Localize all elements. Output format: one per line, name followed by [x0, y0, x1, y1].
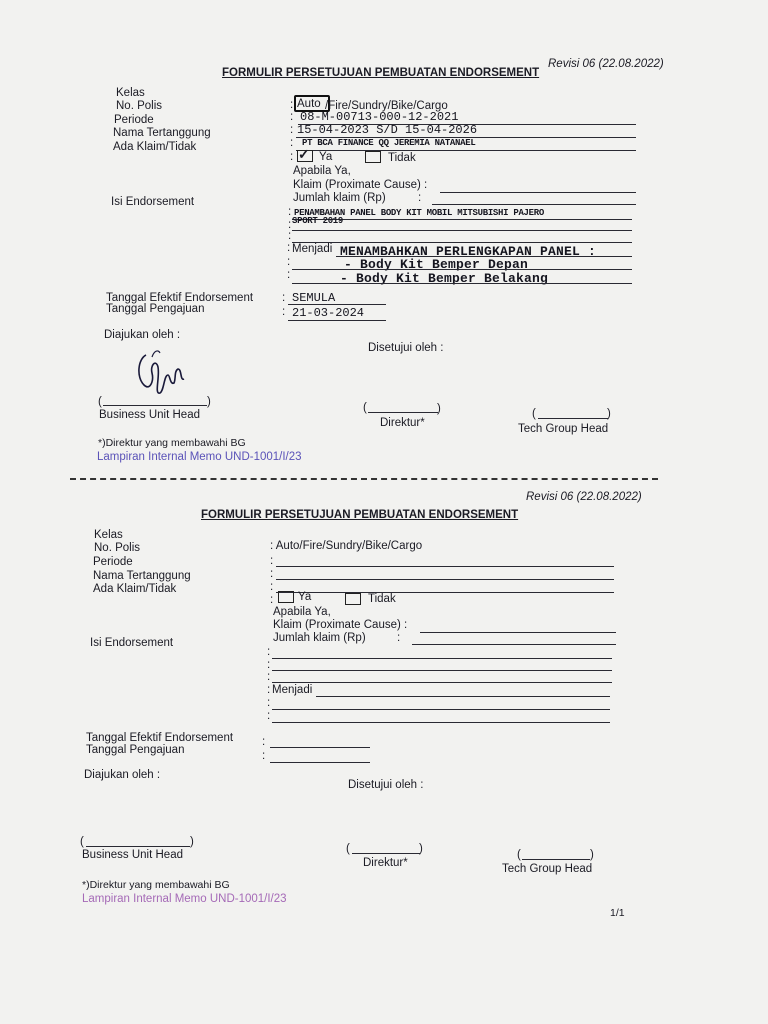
klaim-cause-label-2: Klaim (Proximate Cause) :	[273, 619, 408, 631]
form-title: FORMULIR PERSETUJUAN PEMBUATAN ENDORSEMENT	[222, 67, 540, 79]
sign-direktur: Direktur*	[380, 417, 425, 429]
tanggal-efektif-value: SEMULA	[292, 291, 336, 305]
checkbox-tidak-2[interactable]	[345, 593, 361, 605]
label-kelas: Kelas	[116, 87, 145, 99]
kelas-selected: Auto	[297, 98, 321, 110]
label-tanggal-efektif: Tanggal Efektif Endorsement	[106, 292, 254, 304]
revision-label: Revisi 06 (22.08.2022)	[548, 58, 664, 70]
lampiran-link: Lampiran Internal Memo UND-1001/I/23	[97, 451, 302, 463]
periode-value: 15-04-2023 S/D 15-04-2026	[297, 123, 478, 137]
sign-business-unit-head-2: Business Unit Head	[82, 849, 183, 861]
label-isi-endorsement: Isi Endorsement	[111, 196, 195, 208]
klaim-cause-label: Klaim (Proximate Cause) :	[293, 179, 428, 191]
menjadi-item-1: - Body Kit Bemper Depan	[344, 257, 529, 272]
isi-line-2: SPORT 2019	[292, 216, 344, 226]
scanned-document: Revisi 06 (22.08.2022) FORMULIR PERSETUJUAN PEMBUATAN ENDORSEMENT Kelas No. Polis Periode Nama Tertanggung Ada Klaim/Tidak : Auto /Fire/Sundry/Bike/Cargo : 08-M-00713-000-12-2021 : 15-04-2023 S/D 15-04-2026 : PT BCA FINANCE QQ JEREMIA NATANAEL : ✓ Ya Tidak Apabila Ya, Klaim (Proximate Cause) : Jumlah klaim (Rp) : Isi Endorsement : PENAMBAHAN PANEL BODY KIT MOBIL MITSUBISHI PAJERO : SPORT 2019 : : Menjadi MENAMBAHKAN PERLENGKAPAN PANEL : : - Body Kit Bemper Depan : - Body Kit Bemper Belakang Tanggal Efektif Endorsement : SEMULA Tanggal Pengajuan : 21-03-2024 Diajukan oleh : Disetujui oleh : ( ) Business Unit Head ( ) Direktur* ( ) Tech Group Head *)Direktur yang membawahi BG Lampiran Internal Memo UND-1001/I/23 Revisi 06 (22.08.2022) FORMULIR PERSETUJUAN PEMBUATAN ENDORSEMENT Kelas No. Polis Periode Nama Tertanggung Ada Klaim/Tidak : Auto/Fire/Sundry/Bike/Cargo : : : : Ya Tidak Apabila Ya, Klaim (Proximate Cause) : Jumlah klaim (Rp) : Isi Endorsement : : : : Menjadi : : Tanggal Efektif Endorsement : Tanggal Pengajuan : Diajukan oleh : Disetujui oleh : ( ) Business Unit Head ( ) Direktur* ( ) Tech Group Head *)Direktur yang membawahi BG Lampiran Internal Memo UND-1001/I/23 1/1	[0, 0, 768, 1024]
label-periode: Periode	[114, 114, 154, 126]
sign-business-unit-head: Business Unit Head	[99, 409, 200, 421]
menjadi-label-2: Menjadi	[272, 684, 313, 696]
label-no-polis: No. Polis	[116, 100, 163, 112]
sign-tech-group-head: Tech Group Head	[518, 423, 609, 435]
label-tanggal-efektif-2: Tanggal Efektif Endorsement	[86, 732, 234, 744]
apabila-ya: Apabila Ya,	[293, 165, 351, 177]
label-tanggal-pengajuan-2: Tanggal Pengajuan	[86, 744, 185, 756]
jumlah-klaim-label: Jumlah klaim (Rp)	[293, 192, 386, 204]
label-disetujui-oleh-2: Disetujui oleh :	[348, 779, 424, 791]
form-title-2: FORMULIR PERSETUJUAN PEMBUATAN ENDORSEMENT	[201, 509, 519, 521]
handwritten-signature	[130, 345, 190, 400]
menjadi-item-2: - Body Kit Bemper Belakang	[340, 271, 549, 286]
kelas-colon: :	[290, 99, 294, 111]
kelas-options: /Fire/Sundry/Bike/Cargo	[325, 100, 448, 112]
label-ada-klaim-2: Ada Klaim/Tidak	[93, 583, 177, 595]
label-ya: Ya	[319, 151, 333, 163]
sign-direktur-2: Direktur*	[363, 857, 408, 869]
isi-line-1: PENAMBAHAN PANEL BODY KIT MOBIL MITSUBISHI PAJERO	[294, 208, 544, 218]
label-nama-tertanggung-2: Nama Tertanggung	[93, 570, 191, 582]
checkbox-ya-2[interactable]	[278, 591, 294, 603]
checkbox-tidak[interactable]	[365, 151, 381, 163]
nama-tertanggung-value: PT BCA FINANCE QQ JEREMIA NATANAEL	[302, 138, 476, 148]
label-periode-2: Periode	[93, 556, 133, 568]
footnote: *)Direktur yang membawahi BG	[98, 437, 246, 449]
kelas-options-2: : Auto/Fire/Sundry/Bike/Cargo	[270, 540, 423, 552]
check-mark-icon: ✓	[298, 146, 310, 162]
revision-label-2: Revisi 06 (22.08.2022)	[526, 491, 642, 503]
label-kelas-2: Kelas	[94, 529, 123, 541]
footnote-2: *)Direktur yang membawahi BG	[82, 879, 230, 891]
cut-line	[70, 478, 658, 480]
label-nama-tertanggung: Nama Tertanggung	[113, 127, 211, 139]
jumlah-klaim-label-2: Jumlah klaim (Rp)	[273, 632, 366, 644]
label-tidak-2: Tidak	[368, 593, 396, 605]
no-polis-value: 08-M-00713-000-12-2021	[300, 110, 459, 124]
label-isi-endorsement-2: Isi Endorsement	[90, 637, 174, 649]
label-diajukan-oleh-2: Diajukan oleh :	[84, 769, 161, 781]
menjadi-label: Menjadi	[292, 243, 333, 255]
label-no-polis-2: No. Polis	[94, 542, 141, 554]
label-tidak: Tidak	[388, 152, 416, 164]
sign-tech-group-head-2: Tech Group Head	[502, 863, 593, 875]
lampiran-link-2: Lampiran Internal Memo UND-1001/I/23	[82, 893, 287, 905]
label-diajukan-oleh: Diajukan oleh :	[104, 329, 181, 341]
menjadi-value: MENAMBAHKAN PERLENGKAPAN PANEL :	[340, 244, 597, 259]
label-ya-2: Ya	[298, 591, 312, 603]
apabila-ya-2: Apabila Ya,	[273, 606, 331, 618]
tanggal-pengajuan-value: 21-03-2024	[292, 306, 365, 320]
label-disetujui-oleh: Disetujui oleh :	[368, 342, 444, 354]
label-ada-klaim: Ada Klaim/Tidak	[113, 141, 197, 153]
page-number: 1/1	[610, 907, 625, 919]
label-tanggal-pengajuan: Tanggal Pengajuan	[106, 303, 205, 315]
